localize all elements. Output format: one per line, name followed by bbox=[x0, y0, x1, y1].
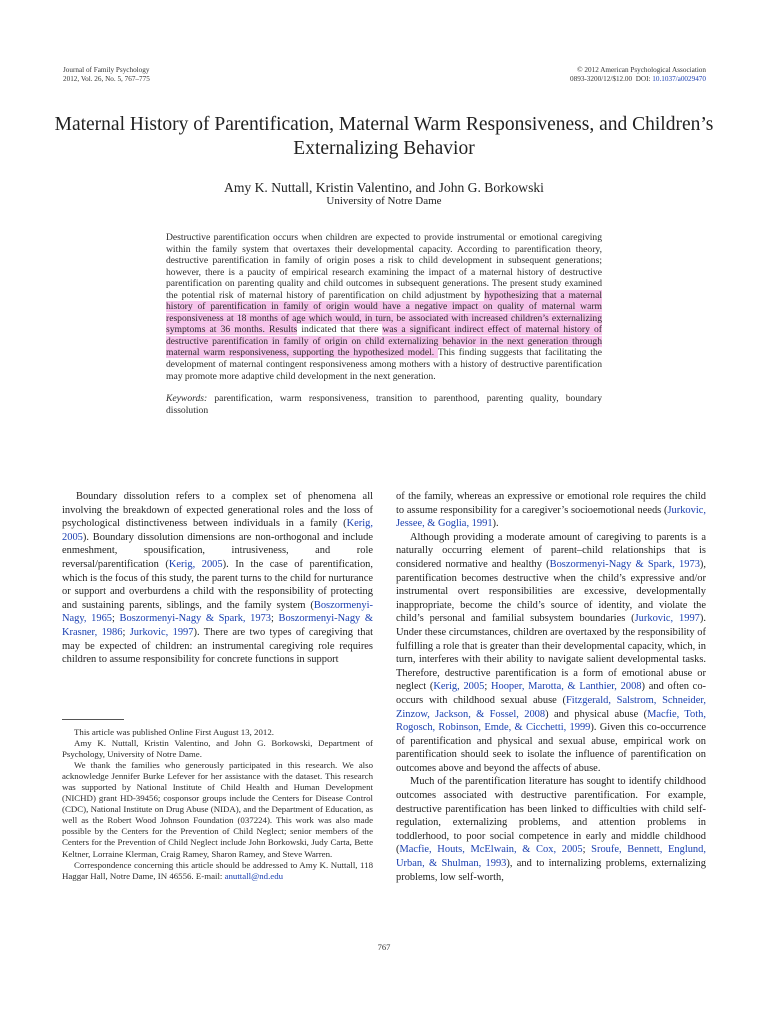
body-text: ) and physical abuse ( bbox=[545, 708, 648, 720]
body-text: ). bbox=[492, 518, 499, 530]
footnote-published: This article was published Online First August 13, 2012. bbox=[74, 727, 274, 737]
citation-link[interactable]: Boszormenyi-Nagy & Spark, 1973 bbox=[549, 558, 700, 570]
body-column-right bbox=[396, 490, 706, 884]
citation-link[interactable]: Kerig, 2005 bbox=[168, 558, 223, 570]
body-paragraph bbox=[396, 531, 706, 776]
page-number: 767 bbox=[377, 942, 391, 952]
citation-link[interactable]: Jurkovic, 1997 bbox=[129, 626, 194, 638]
citation-link[interactable]: Sroufe, Bennett, Englund, Urban, & Shulman, 1993 bbox=[396, 844, 706, 870]
footnote-divider bbox=[62, 719, 124, 720]
body-text: ), and to internalizing problems, externalizing problems, low self-worth, bbox=[396, 858, 706, 883]
abstract bbox=[166, 232, 602, 416]
keywords-label: Keywords: bbox=[166, 393, 208, 405]
body-text: ). Under these circumstances, children are overtaxed by the responsibility of fulfilling a role that is greater than their developmental capacity, which, in turn, interferes with their ability to navigate salient developmental tasks. Therefore, destructive parentification is a form of emotional abuse or neglect ( bbox=[396, 613, 706, 693]
email-link[interactable]: anuttall@nd.edu bbox=[224, 870, 284, 881]
author-affiliation: University of Notre Dame bbox=[326, 195, 442, 207]
body-text: ). In the case of parentification, which is the focus of this study, the parent turns to the child for nurturance or support and overburdens a child with the responsibility of protecting and sustaining parents, siblings, and the family system ( bbox=[62, 558, 373, 611]
citation-link[interactable]: Macfie, Houts, McElwain, & Cox, 2005 bbox=[399, 844, 583, 856]
footnote-correspondence bbox=[62, 860, 373, 882]
body-text: ). There are two types of caregiving that may be expected of children: an instrumental caregiving role requires children to assume responsibility for concrete functions in support bbox=[62, 626, 373, 666]
citation-link[interactable]: Hooper, Marotta, & Lanthier, 2008 bbox=[490, 681, 642, 693]
footnote-acknowledgements: We thank the families who generously participated in this research. We also acknowledge Jennifer Burke Lefever for her assistance with the dataset. This research was supported by National Institute of Child Health and Human Development (NICHD) grant HD-39456; cosponsor groups include the Centers for Disease Control (CDC), National Institute on Drug Abuse (NIDA), and the Department of Education, as well as the Robert Wood Johnson Foundation (037224). This work was also made possible by the Centers for the Prevention of Child Neglect; senior members of the Centers for the Prevention of Child Neglect include John Borkowski, Judy Carta, Bette Keltner, Lorraine Klerman, Craig Ramey, Sharon Ramey, and Steve Warren. bbox=[62, 760, 373, 859]
citation-link[interactable]: Kerig, 2005 bbox=[433, 681, 485, 693]
citation-link[interactable]: Jurkovic, Jessee, & Goglia, 1991 bbox=[396, 504, 706, 530]
journal-name: Journal of Family Psychology bbox=[63, 66, 150, 74]
keywords bbox=[166, 393, 602, 416]
body-text: ; bbox=[122, 626, 130, 638]
highlighted-text[interactable]: hypothesizing that a maternal history of parentification in family of origin would have a negative impact on quality of maternal warm responsiveness at 18 months of age which would, in turn, be associated with increased children’s externalizing symptoms at 36 months. Results bbox=[166, 289, 603, 336]
body-text: Although providing a moderate amount of caregiving to parents is a naturally occurring element of parent–child relationships that is considered normative and healthy ( bbox=[396, 531, 706, 570]
running-header-left bbox=[63, 66, 150, 83]
footnote-text: Correspondence concerning this article should be addressed to Amy K. Nuttall, 118 Haggar Hall, Notre Dame, IN 46556. E-mail: bbox=[62, 859, 373, 881]
footnotes bbox=[62, 727, 373, 882]
body-text: ; bbox=[582, 844, 592, 856]
article-authors: Amy K. Nuttall, Kristin Valentino, and John G. Borkowski bbox=[224, 180, 544, 195]
citation-link[interactable]: Boszormenyi-Nagy, 1965 bbox=[62, 599, 373, 625]
abstract-text: Destructive parentification occurs when children are expected to provide instrumental or emotional caregiving within the family system that overtaxes their developmental capacity. According to parentification theory, destructive parentification in family of origin poses a risk to child development in subsequent generations; however, there is a paucity of empirical research examining the impact of a maternal history of destructive parentification on parenting quality and child outcomes in subsequent generations. The present study examined the potential risk of maternal history of parentification on child adjustment by bbox=[166, 232, 602, 301]
issn: 0893-3200/12/$12.00 bbox=[570, 74, 633, 83]
body-text: Boundary dissolution refers to a complex set of phenomena all involving the breakdown of expected generational roles and the loss of psychological distinctiveness between individuals in a family ( bbox=[62, 491, 373, 530]
doi-label: DOI: bbox=[635, 74, 651, 83]
doi-link[interactable]: 10.1037/a0029470 bbox=[652, 74, 706, 83]
citation-link[interactable]: Macfie, Toth, Rogosch, Robinson, Emde, & Cicchetti, 1999 bbox=[396, 708, 706, 734]
body-text: ; bbox=[484, 681, 491, 693]
body-paragraph bbox=[62, 490, 373, 667]
body-column-left bbox=[62, 490, 373, 667]
body-text: ), parentification becomes destructive when the child’s expressive and/or instrumental overt responsibilities are excessive, developmentally inappropriate, become the child’s source of identity, and violate the child’s personal and familial subsystem boundaries ( bbox=[396, 558, 707, 625]
abstract-text: This finding suggests that facilitating the development of maternal contingent responsiveness among mothers with a history of destructive parentification may promote more adaptive child development in the next generation. bbox=[166, 347, 602, 382]
citation-link[interactable]: Fitzgerald, Salstrom, Schneider, Zinzow, Jackson, & Fossel, 2008 bbox=[396, 694, 706, 720]
body-text: ; bbox=[271, 613, 279, 625]
running-header-right bbox=[570, 66, 706, 83]
article-title: Maternal History of Parentification, Maternal Warm Responsiveness, and Children’s Externalizing Behavior bbox=[54, 114, 714, 159]
body-paragraph bbox=[396, 490, 706, 531]
citation-link[interactable]: Boszormenyi-Nagy & Krasner, 1986 bbox=[62, 613, 373, 638]
abstract-paragraph bbox=[166, 232, 602, 382]
body-text: ) and often co-occurs with childhood sexual abuse ( bbox=[396, 681, 707, 706]
issn-doi-line bbox=[570, 75, 706, 84]
body-text: ). Boundary dissolution dimensions are non-orthogonal and include enmeshment, spousification, intrusiveness, and role reversal/parentification ( bbox=[62, 531, 373, 570]
journal-volume: 2012, Vol. 26, No. 5, 767–775 bbox=[63, 74, 150, 83]
citation-link[interactable]: Boszormenyi-Nagy & Spark, 1973 bbox=[119, 613, 272, 625]
abstract-text: indicated that there bbox=[297, 324, 383, 336]
body-text: ; bbox=[112, 613, 120, 625]
body-paragraph bbox=[396, 775, 706, 884]
citation-link[interactable]: Jurkovic, 1997 bbox=[634, 613, 700, 625]
body-text: Much of the parentification literature has sought to identify childhood outcomes associated with destructive parentification. For example, destructive parentification has been linked to difficulties with child self-regulation, externalizing problems, and attention problems in toddlerhood, to poor social competence in early and middle childhood ( bbox=[396, 776, 706, 856]
highlighted-text[interactable]: was a significant indirect effect of maternal history of destructive parentification in family of origin on child externalizing behavior in the next generation through maternal warm responsiveness, supporting the hypothesized model. bbox=[166, 324, 602, 359]
citation-link[interactable]: Kerig, 2005 bbox=[62, 518, 373, 543]
footnote-affiliation: Amy K. Nuttall, Kristin Valentino, and John G. Borkowski, Department of Psychology, University of Notre Dame. bbox=[62, 738, 373, 760]
keywords-text: parentification, warm responsiveness, transition to parenthood, parenting quality, boundary dissolution bbox=[166, 393, 602, 416]
copyright-line: © 2012 American Psychological Association bbox=[577, 66, 706, 74]
body-text: ). Given this co-occurrence of parentification and physical and sexual abuse, empirical work on parentification should seek to isolate the influence of parentification on outcomes above and beyond the affects of abuse. bbox=[396, 722, 706, 774]
body-text: of the family, whereas an expressive or emotional role requires the child to assume responsibility for a caregiver’s socioemotional needs ( bbox=[396, 491, 706, 516]
